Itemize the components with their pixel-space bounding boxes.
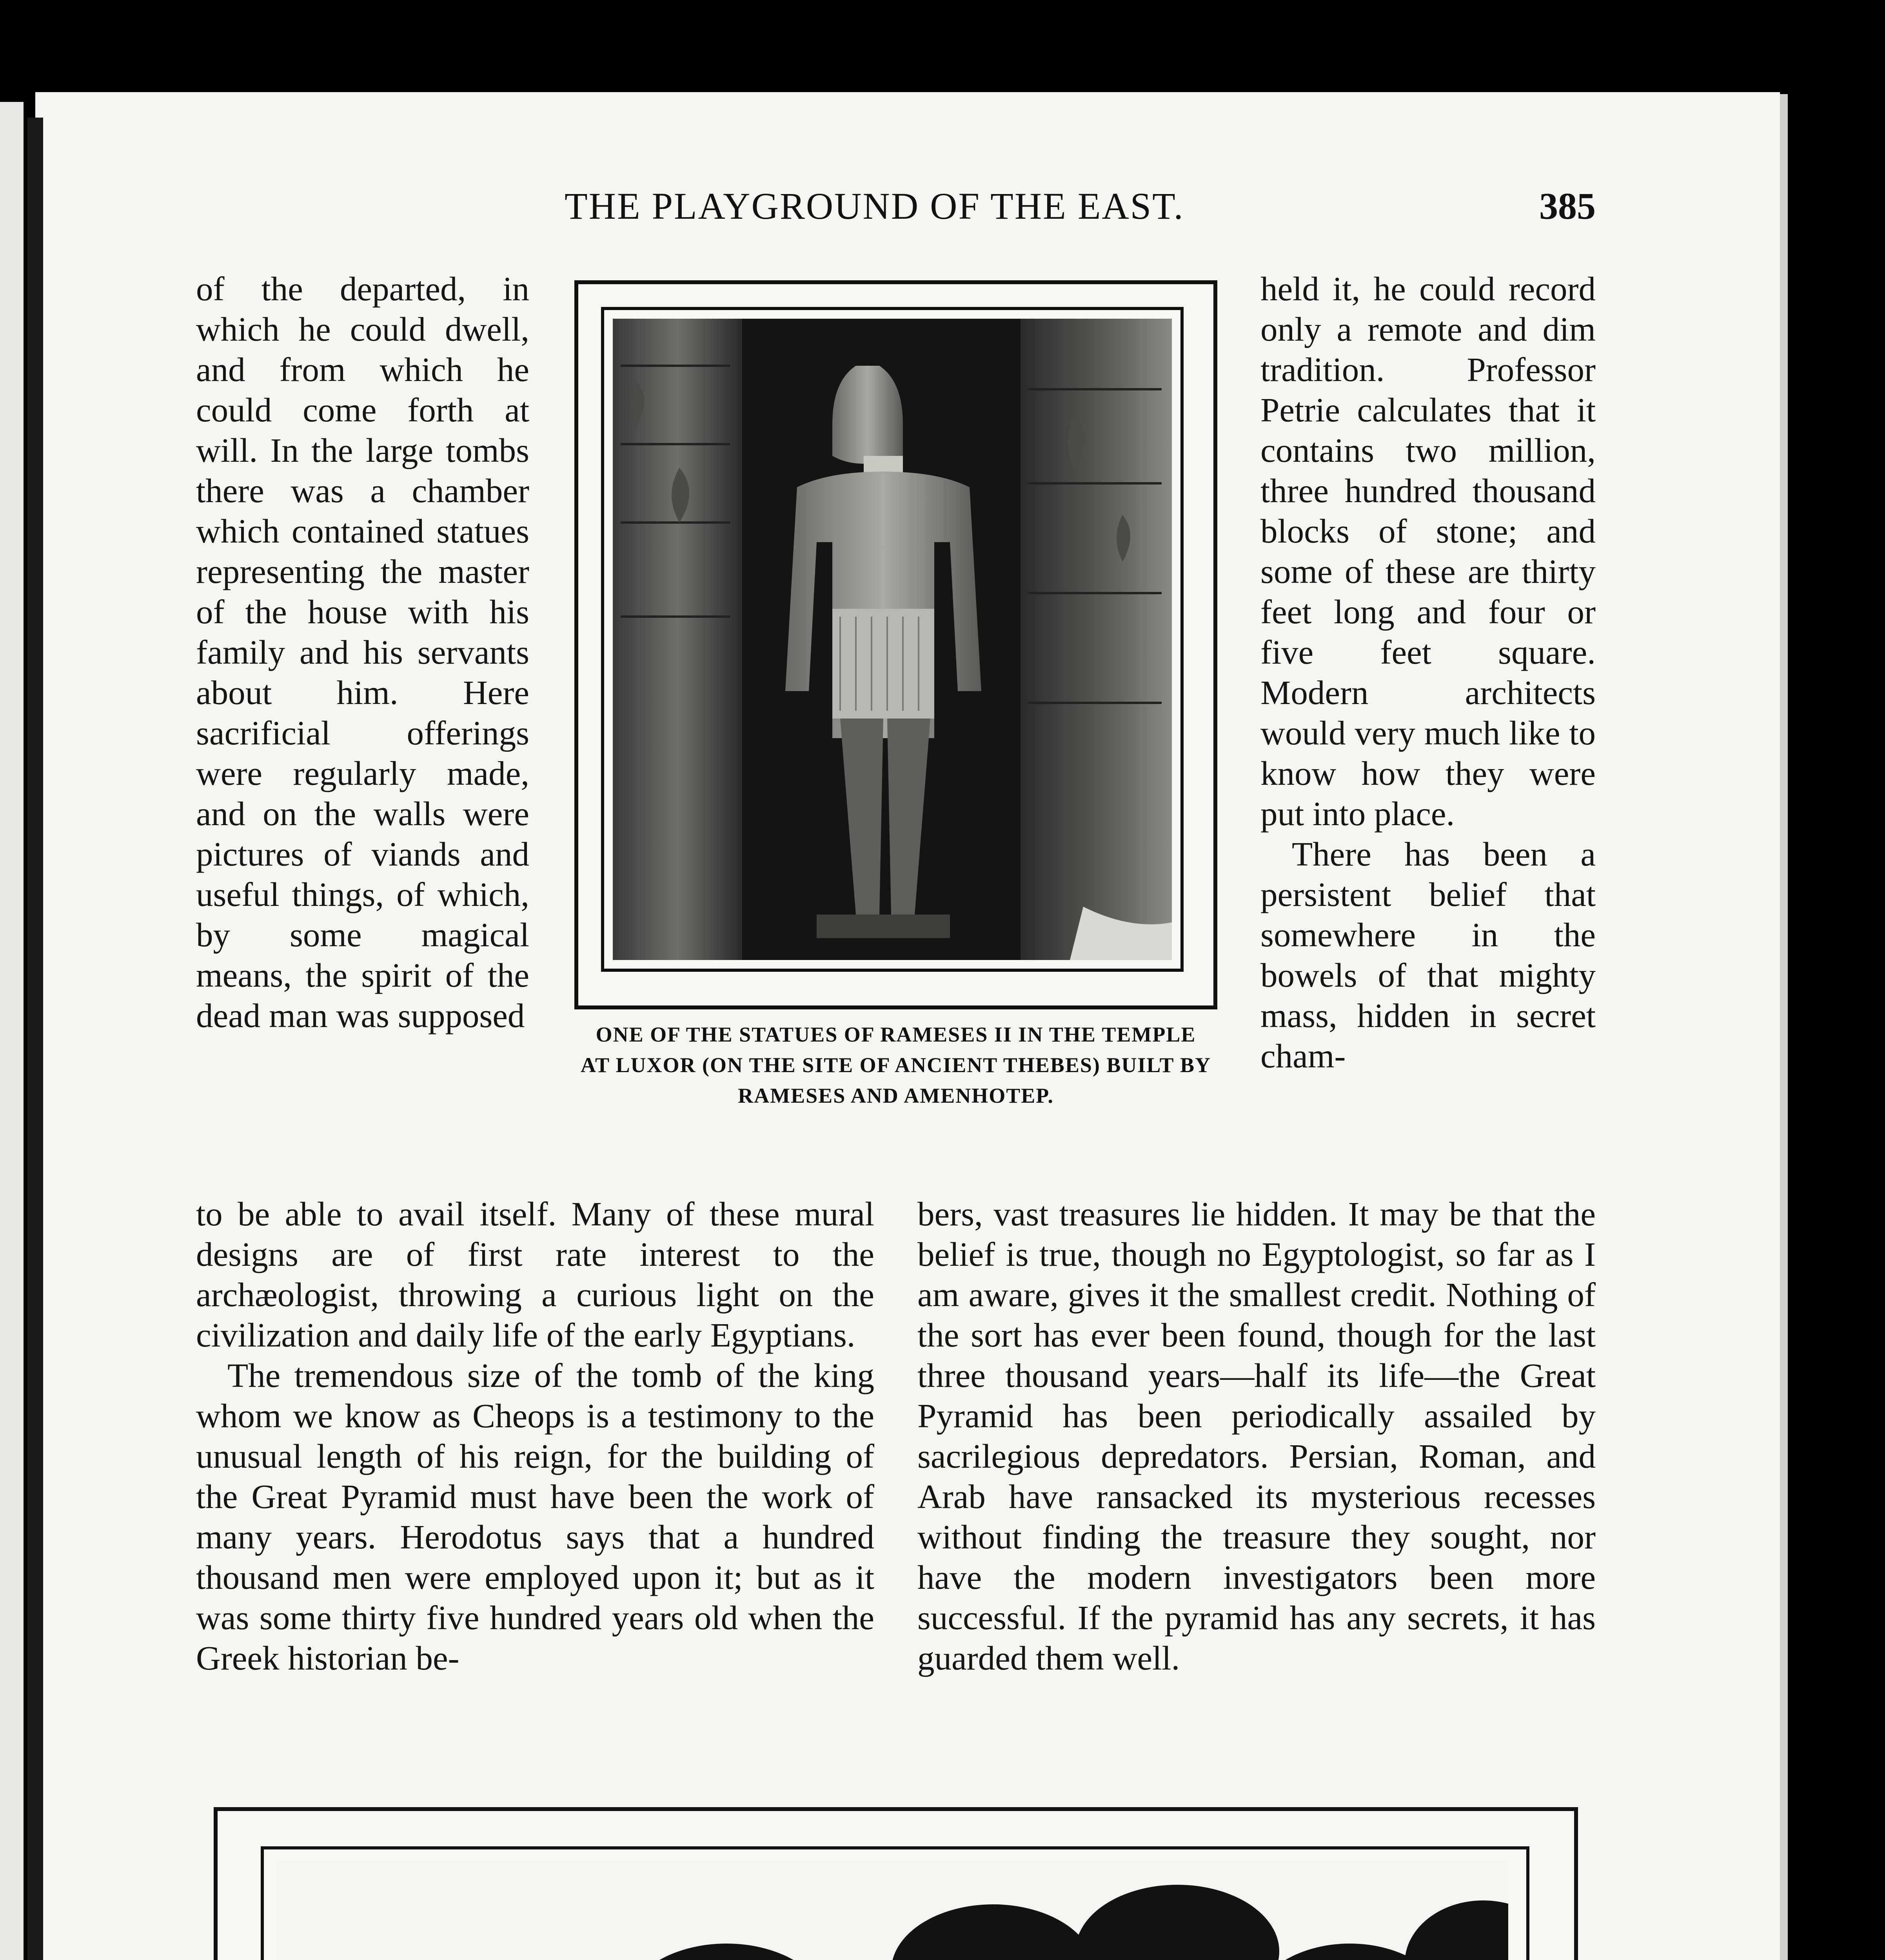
date-palm-grove-illustration xyxy=(276,1861,1508,1960)
page-right-edge xyxy=(1780,94,1788,1960)
rameses-statue-illustration xyxy=(613,319,1172,960)
right-top-paragraph-1: held it, he could record only a remote and dim tradition. Professor Petrie calculates that it contains two million, three hundred thousand blocks of stone; and some of these are thirty feet long and four or five feet square. Modern architects would very much like to know how they were put into place. xyxy=(1260,270,1596,833)
statue-figure-frame xyxy=(574,280,1217,1009)
page-number: 385 xyxy=(1539,185,1596,227)
scan-left-page-edge xyxy=(0,102,24,1960)
rameses-statue-photo xyxy=(613,319,1172,960)
left-bottom-paragraph-1: to be able to avail itself. Many of these mural designs are of first rate interest to the archæologist, throwing a curious light on the civilization and daily life of the early Egyptians. xyxy=(196,1195,874,1354)
statue-caption: ONE OF THE STATUES OF RAMESES II IN THE TEMPLE AT LUXOR (ON THE SITE OF ANCIENT THEBES) BUILT BY RAMESES AND AMENHOTEP. xyxy=(581,1023,1211,1107)
palms-figure-frame xyxy=(214,1807,1578,1960)
right-bottom-column xyxy=(917,1194,1596,1678)
page-header xyxy=(196,184,1596,239)
date-palm-grove-photo xyxy=(276,1861,1508,1960)
right-top-paragraph-2: There has been a persistent belief that somewhere in the bowels of that mighty mass, hidden in secret cham- xyxy=(1260,835,1596,1075)
right-bottom-paragraph: bers, vast treasures lie hidden. It may be that the belief is true, though no Egyptologist, so far as I am aware, gives it the smallest credit. Nothing of the sort has ever been found, though for the last three thousand years—half its life—the Great Pyramid has been periodically assailed by sacrilegious depredators. Persian, Roman, and Arab have ransacked its mysterious recesses without finding the treasure they sought, nor have the modern investigators been more successful. If the pyramid has any secrets, it has guarded them well. xyxy=(917,1195,1596,1677)
left-bottom-column xyxy=(196,1194,874,1678)
statue-figure-inner-border xyxy=(601,307,1184,972)
binding-gutter xyxy=(27,118,43,1960)
left-top-paragraph: of the departed, in which he could dwell, and from which he could come forth at will. In the large tombs there was a chamber which contained statues representing the master of the house with his family and his servants about him. Here sacrificial offerings were regularly made, and on the walls were pictures of viands and useful things, of which, by some magical means, the spirit of the dead man was supposed xyxy=(196,270,529,1034)
palms-figure-inner-border xyxy=(261,1846,1529,1960)
running-title: THE PLAYGROUND OF THE EAST. xyxy=(565,185,1184,227)
left-top-column xyxy=(196,269,529,1036)
right-top-column xyxy=(1260,269,1596,1076)
left-bottom-paragraph-2: The tremendous size of the tomb of the king whom we know as Cheops is a testimony to the unusual length of his reign, for the building of the Great Pyramid must have been the work of many years. Herodotus says that a hundred thousand men were employed upon it; but as it was some thirty five hundred years old when the Greek historian be- xyxy=(196,1356,874,1677)
